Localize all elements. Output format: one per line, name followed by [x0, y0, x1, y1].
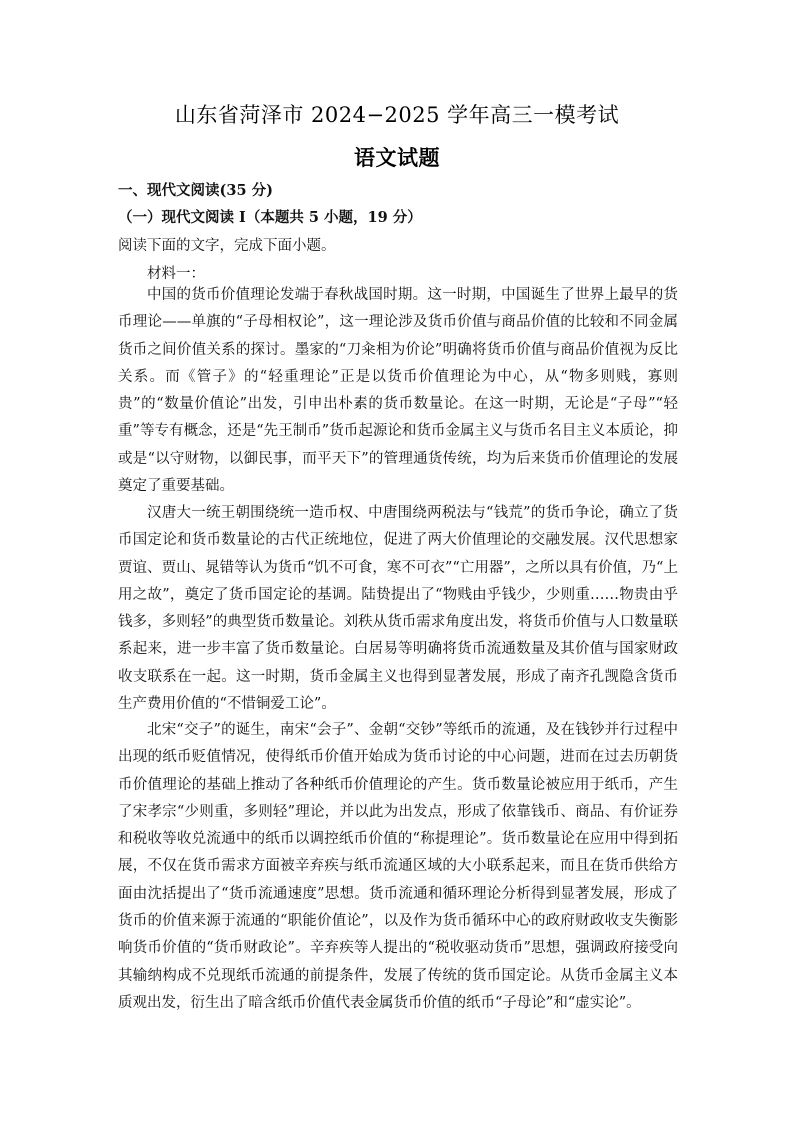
material-label: 材料一：: [147, 266, 205, 282]
document-title: 山东省菏泽市 2024−2025 学年高三一模考试: [174, 103, 620, 127]
section-heading: 一、现代文阅读(35 分): [118, 182, 273, 199]
document-subtitle: 语文试题: [354, 145, 440, 170]
reading-instruction: 阅读下面的文字，完成下面小题。: [118, 238, 336, 254]
paragraph-3: 北宋“交子”的诞生，南宋“会子”、金朝“交钞”等纸币的流通，及在钱钞并行过程中出现的纸币贬值情况，使得纸币价值开始成为货币讨论的中心问题，进而在过去历朝货币价值理论的基础上推动了各种纸币价值理论的产生。货币数量论被应用于纸币，产生了宋孝宗“少则重，多则轻”理论，并以此为出发点，形成了依靠钱币、商品、有价证券和税收等收兑流通中的纸币以调控纸币价值的“称提理论”。货币数量论在应用中得到拓展，不仅在货币需求方面被辛弃疾与纸币流通区域的大小联系起来，而且在货币供给方面由沈括提出了“货币流通速度”思想。货币流通和循环理论分析得到显著发展，形成了货币的价值来源于流通的“职能价值论”，以及作为货币循环中心的政府财政收支失衡影响货币价值的“货币财政论”。辛弃疾等人提出的“税收驱动货币”思想，强调政府接受向其输纳构成不兑现纸币流通的前提条件，发展了传统的货币国定论。从货币金属主义本质观出发，衍生出了暗含纸币价值代表金属货币价值的纸币“子母论”和“虚实论”。: [118, 722, 678, 1011]
subsection-heading: （一）现代文阅读 I（本题共 5 小题，19 分）: [118, 209, 422, 226]
paragraph-1: 中国的货币价值理论发端于春秋战国时期。这一时期，中国诞生了世界上最早的货币理论——单旗的“子母相权论”，这一理论涉及货币价值与商品价值的比较和不同金属货币之间价值关系的探讨。墨家的“刀籴相为价论”明确将货币价值与商品价值视为反比关系。而《管子》的“轻重理论”正是以货币价值理论为中心，从“物多则贱，寡则贵”的“数量价值论”出发，引申出朴素的货币数量论。在这一时期，无论是“子母”“轻重”等专有概念，还是“先王制币”货币起源论和货币金属主义与货币名目主义本质论，抑或是“以守财物，以御民事，而平天下”的管理通货传统，均为后来货币价值理论的发展奠定了重要基础。: [118, 287, 678, 495]
paragraph-2: 汉唐大一统王朝围绕统一造币权、中唐围绕两税法与“钱荒”的货币争论，确立了货币国定论和货币数量论的古代正统地位，促进了两大价值理论的交融发展。汉代思想家贾谊、贾山、晁错等认为货币“饥不可食，寒不可衣”“亡用器”，之所以具有价值，乃“上用之故”，奠定了货币国定论的基调。陆贽提出了“物贱由乎钱少，少则重……物贵由乎钱多，多则轻”的典型货币数量论。刘秩从货币需求角度出发，将货币价值与人口数量联系起来，进一步丰富了货币数量论。白居易等明确将货币流通数量及其价值与国家财政收支联系在一起。这一时期，货币金属主义也得到显著发展，形成了南齐孔觊隐含货币生产费用价值的“不惜铜爱工论”。: [118, 505, 678, 713]
